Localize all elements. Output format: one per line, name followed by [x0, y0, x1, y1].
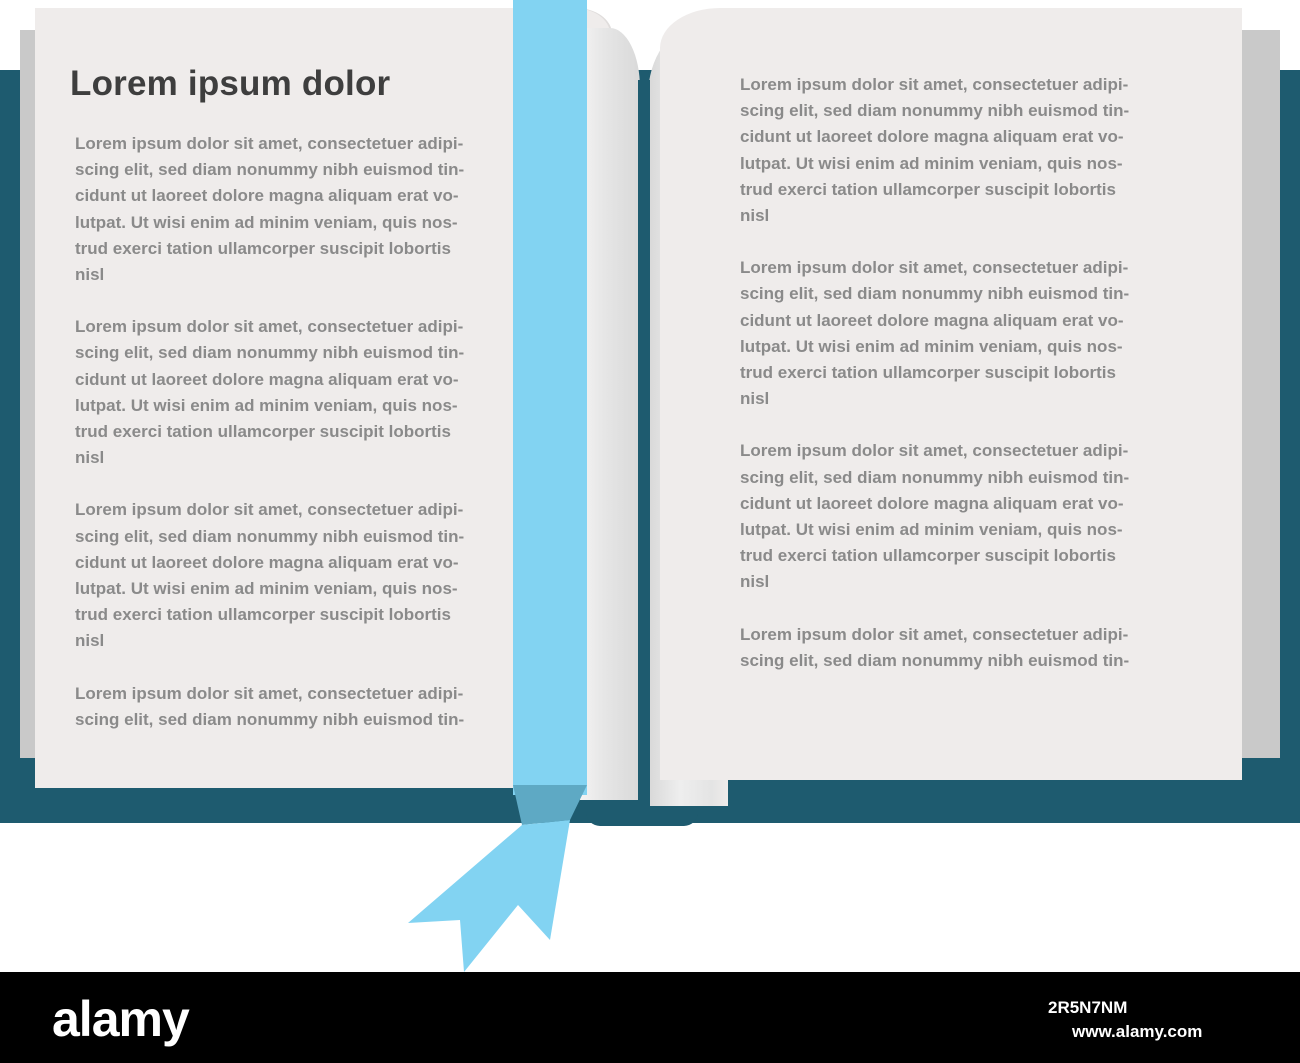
- left-page-text: [75, 131, 515, 741]
- right-paragraph-4: Lorem ipsum dolor sit amet, consectetuer adipi- scing elit, sed diam nonummy nibh euismod tin-: [740, 624, 1130, 670]
- site-url: www.alamy.com: [1072, 1022, 1203, 1041]
- left-paragraph-3: Lorem ipsum dolor sit amet, consectetuer adipi- scing elit, sed diam nonummy nibh euismod tin- cidunt ut laoreet dolore magna aliquam erat vo- lutpat. Ut wisi enim ad minim veniam, quis nos- trud exerci tation ullamcorper suscipit lobortis nisl: [75, 500, 465, 651]
- left-paragraph-4: Lorem ipsum dolor sit amet, consectetuer adipi- scing elit, sed diam nonummy nibh euismod tin-: [75, 683, 465, 729]
- image-id: 2R5N7NM: [1048, 998, 1128, 1017]
- right-paragraph-1: Lorem ipsum dolor sit amet, consectetuer adipi- scing elit, sed diam nonummy nibh euismod tin- cidunt ut laoreet dolore magna aliquam erat vo- lutpat. Ut wisi enim ad minim veniam, quis nos- trud exerci tation ullamcorper suscipit lobortis nisl: [740, 75, 1130, 226]
- left-paragraph-2: Lorem ipsum dolor sit amet, consectetuer adipi- scing elit, sed diam nonummy nibh euismod tin- cidunt ut laoreet dolore magna aliquam erat vo- lutpat. Ut wisi enim ad minim veniam, quis nos- trud exerci tation ullamcorper suscipit lobortis nisl: [75, 317, 465, 468]
- right-paragraph-2: Lorem ipsum dolor sit amet, consectetuer adipi- scing elit, sed diam nonummy nibh euismod tin- cidunt ut laoreet dolore magna aliquam erat vo- lutpat. Ut wisi enim ad minim veniam, quis nos- trud exerci tation ullamcorper suscipit lobortis nisl: [740, 258, 1130, 409]
- brand-logo: alamy: [52, 991, 189, 1047]
- left-page-curl: [580, 28, 640, 800]
- book-gutter: [638, 80, 650, 825]
- ribbon-fold-shadow: [513, 785, 587, 825]
- ribbon-tail-end: [408, 820, 570, 972]
- right-paragraph-3: Lorem ipsum dolor sit amet, consectetuer adipi- scing elit, sed diam nonummy nibh euismod tin- cidunt ut laoreet dolore magna aliquam erat vo- lutpat. Ut wisi enim ad minim veniam, quis nos- trud exerci tation ullamcorper suscipit lobortis nisl: [740, 441, 1130, 592]
- page-heading: Lorem ipsum dolor: [70, 64, 391, 103]
- right-page-text: [740, 72, 1210, 700]
- bookmark-ribbon: [513, 0, 587, 795]
- left-paragraph-1: Lorem ipsum dolor sit amet, consectetuer adipi- scing elit, sed diam nonummy nibh euismod tin- cidunt ut laoreet dolore magna aliquam erat vo- lutpat. Ut wisi enim ad minim veniam, quis nos- trud exerci tation ullamcorper suscipit lobortis nisl: [75, 134, 465, 285]
- bookmark-ribbon-tail: [400, 780, 600, 980]
